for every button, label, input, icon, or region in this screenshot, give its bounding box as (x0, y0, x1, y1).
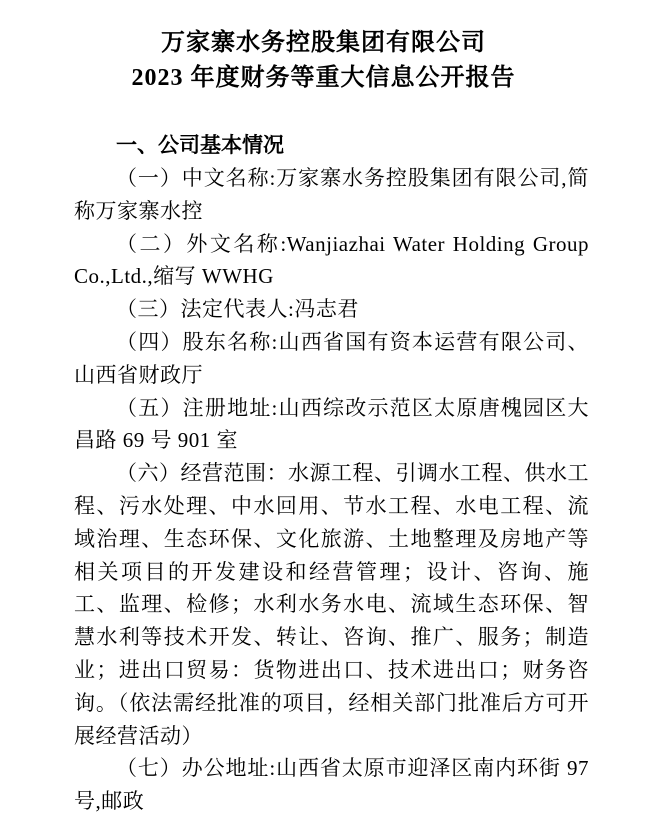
para-registered-address: （五）注册地址:山西综改示范区太原唐槐园区大昌路 69 号 901 室 (74, 395, 589, 453)
para-chinese-name: （一）中文名称:万家寨水务控股集团有限公司,简称万家寨水控 (74, 166, 589, 223)
document-title-line-2: 2023 年度财务等重大信息公开报告 (131, 65, 516, 91)
document-body (74, 129, 589, 818)
para-legal-representative: （三）法定代表人:冯志君 (116, 297, 359, 322)
para-office-address: （七）办公地址:山西省太原市迎泽区南内环街 97 号,邮政 (74, 756, 589, 814)
document-title (0, 26, 647, 96)
para-shareholders: （四）股东名称:山西省国有资本运营有限公司、山西省财政厅 (74, 329, 589, 387)
document-page (0, 26, 647, 814)
para-business-scope: （六）经营范围：水源工程、引调水工程、供水工程、污水处理、中水回用、节水工程、水电工程、流域治理、生态环保、文化旅游、土地整理及房地产等相关项目的开发建设和经营管理；设计、咨询、施工、监理、检修；水利水务水电、流域生态环保、智慧水利等技术开发、转让、咨询、推广、服务；制造业；进出口贸易：货物进出口、技术进出口；财务咨询。（依法需经批准的项目，经相关部门批准后方可开展经营活动） (74, 461, 589, 748)
document-title-line-1: 万家寨水务控股集团有限公司 (161, 30, 486, 56)
para-english-name: （二）外文名称:Wanjiazhai Water Holding Group Co.,Ltd.,缩写 WWHG (74, 231, 589, 289)
section-heading-company-basic-info: 一、公司基本情况 (116, 134, 284, 157)
